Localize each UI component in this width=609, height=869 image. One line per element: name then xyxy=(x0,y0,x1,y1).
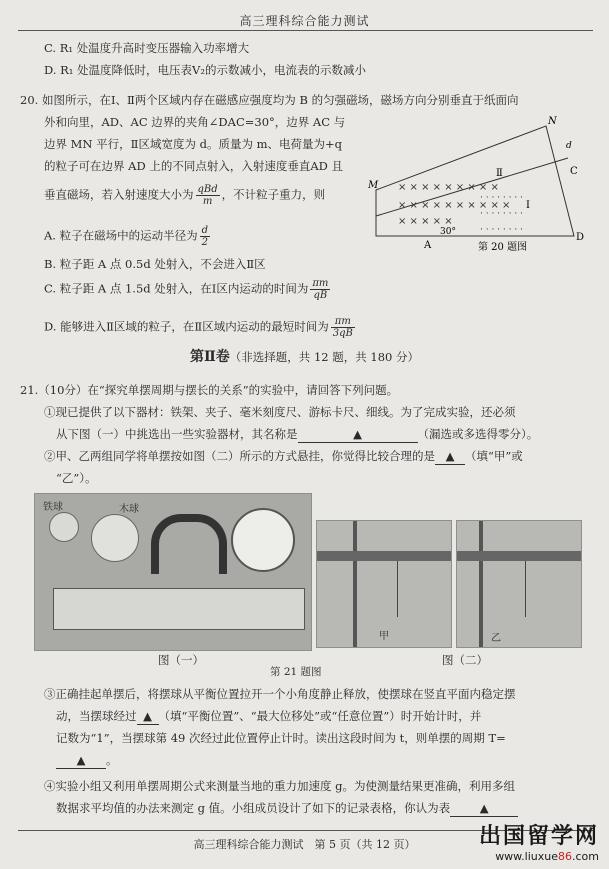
label-n: N xyxy=(548,116,557,127)
label-region-ii: Ⅱ xyxy=(496,168,503,179)
stand-rod xyxy=(479,521,483,647)
answer-blank[interactable]: ▲ xyxy=(298,426,418,443)
q20-stem-line-1: 20. 如图所示，在Ⅰ、Ⅱ两个区域内存在磁感应强度均为 B 的匀强磁场，磁场方向分别垂直于纸面向 xyxy=(20,93,519,107)
clamp-bar xyxy=(317,551,451,561)
q21-part2-line-1 xyxy=(44,448,523,465)
q20-option-c xyxy=(44,278,332,301)
label-a: A xyxy=(424,240,432,251)
fraction-denominator: qB xyxy=(313,290,328,301)
q21-part2-line-2: “乙”）。 xyxy=(56,471,97,485)
fig21-setup-b-photo xyxy=(456,520,582,648)
q20-stem-line-2: 外和向里，AD、AC 边界的夹角∠DAC=30°，边界 AC 与 xyxy=(44,115,346,129)
label-region-i: Ⅰ xyxy=(526,200,530,211)
svg-text:· · · · · · · ·: · · · · · · · · xyxy=(480,193,523,203)
answer-blank[interactable]: ▲ xyxy=(450,800,518,817)
pendulum-string xyxy=(397,561,398,617)
part3-line2-note: （填“平衡位置”、“最大位移处”或“任意位置”）时开始计时，并 xyxy=(158,709,482,723)
clamp-bar xyxy=(457,551,581,561)
watermark-url-post: .com xyxy=(572,850,599,863)
label-d: D xyxy=(576,232,585,243)
q21-part4-line-1: ④实验小组又利用单摆周期公式来测量当地的重力加速度 g。为使测量结果更准确，利用多组 xyxy=(44,779,516,793)
page-footer: 高三理科综合能力测试 第 5 页（共 12 页） xyxy=(193,838,416,851)
page-header: 高三理科综合能力测试 xyxy=(239,14,370,28)
figure-caption: 第 20 题图 xyxy=(478,242,528,252)
part3-line2-text: 动，当摆球经过 xyxy=(56,709,137,723)
q20-stem-line-5 xyxy=(44,184,325,207)
q19-option-c: C. R₁ 处温度升高时变压器输入功率增大 xyxy=(44,41,250,55)
answer-blank[interactable]: ▲ xyxy=(137,708,159,725)
watermark-url-pre: www.liuxue xyxy=(495,850,558,863)
answer-blank[interactable]: ▲ xyxy=(435,448,465,465)
part1-line2-note: （漏选或多选得零分）。 xyxy=(417,427,539,441)
label-angle: 30° xyxy=(440,227,456,237)
fig21-apparatus-photo xyxy=(34,493,312,651)
q20-stem-line-5-post: ，不计粒子重力，则 xyxy=(221,187,326,202)
option-d-text: D. 能够进入Ⅱ区域的粒子，在Ⅱ区域内运动的最短时间为 xyxy=(44,319,329,334)
cross-field-marks xyxy=(398,182,510,227)
q19-option-d: D. R₁ 处温度降低时，电压表V₂的示数减小，电流表的示数减小 xyxy=(44,63,366,77)
answer-blank[interactable]: ▲ xyxy=(56,752,106,769)
micrometer-icon xyxy=(151,514,227,574)
q21-stem: 21.（10分）在“探究单摆周期与摆长的关系”的实验中，请回答下列问题。 xyxy=(20,383,399,397)
fraction-numerator: d xyxy=(201,225,209,236)
q20-stem-line-3: 边界 MN 平行，Ⅱ区域宽度为 d。质量为 m、电荷量为+q xyxy=(44,137,343,151)
svg-text:· · · · · · · ·: · · · · · · · · xyxy=(480,209,523,219)
q21-part3-line-2 xyxy=(56,708,481,725)
q20-option-d xyxy=(44,316,357,339)
part2-line1-text: ②甲、乙两组同学将单摆按如图（二）所示的方式悬挂，你觉得比较合理的是 xyxy=(44,449,435,463)
option-a-text: A. 粒子在磁场中的运动半径为 xyxy=(44,228,198,243)
fig21-setup-a-photo xyxy=(316,520,452,648)
fig21-caption-1: 图（一） xyxy=(158,653,204,667)
fraction-denominator: 3qB xyxy=(332,328,353,339)
svg-text:× × × × × × × × × ×: × × × × × × × × × × xyxy=(398,200,511,211)
q21-part1-line-2 xyxy=(56,426,538,443)
fraction-numerator: πm xyxy=(331,316,355,328)
label-m: M xyxy=(368,180,379,191)
label-yi: 乙 xyxy=(491,633,501,644)
q21-part4-line-2 xyxy=(56,800,518,817)
label-wood-ball: 木球 xyxy=(119,504,139,515)
label-jia: 甲 xyxy=(379,631,389,642)
pendulum-string xyxy=(525,561,526,617)
svg-text:· · · · · · · ·: · · · · · · · · xyxy=(480,225,523,235)
option-c-text: C. 粒子距 A 点 1.5d 处射入，在Ⅰ区内运动的时间为 xyxy=(44,281,309,296)
q21-part3-line-4 xyxy=(56,752,118,769)
watermark-url-mid: 86 xyxy=(558,850,572,863)
site-watermark xyxy=(479,819,599,863)
q20-option-a xyxy=(44,225,212,248)
watermark-title: 出国留学网 xyxy=(478,824,599,849)
fraction-denominator: m xyxy=(202,196,213,207)
fraction-numerator: πm xyxy=(312,278,329,289)
part3-line4-text: 。 xyxy=(106,753,118,767)
q20-option-b: B. 粒子距 A 点 0.5d 处射入，不会进入Ⅱ区 xyxy=(44,257,266,271)
q21-part3-line-1: ③正确挂起单摆后，将摆球从平衡位置拉开一个小角度静止释放，使摆球在竖直平面内稳定摆 xyxy=(44,687,516,701)
stand-rod xyxy=(353,521,357,647)
fig21-caption-2: 图（二） xyxy=(442,653,488,667)
fraction-numerator: qBd xyxy=(197,184,218,195)
q20-stem-line-5-pre: 垂直磁场，若入射速度大小为 xyxy=(44,187,194,202)
svg-text:× × × × ×: × × × × × xyxy=(398,216,453,227)
q21-part3-line-3: 记数为“1”，当摆球第 49 次经过此位置停止计时。读出这段时间为 t，则单摆的周期 T= xyxy=(56,731,506,745)
fraction-denominator: 2 xyxy=(201,237,209,248)
part1-line2-text: 从下图（一）中挑选出一些实验器材，其名称是 xyxy=(56,427,298,441)
stopwatch-icon xyxy=(231,508,295,572)
option-d-fraction xyxy=(331,316,355,339)
q20-speed-fraction xyxy=(196,184,220,207)
part2-line1-note: （填“甲”或 xyxy=(465,449,523,463)
option-a-fraction xyxy=(200,225,210,248)
svg-text:× × × × × × × × ×: × × × × × × × × × xyxy=(398,182,499,193)
q20-figure xyxy=(368,112,594,252)
wood-ball-icon xyxy=(91,514,139,562)
label-c: C xyxy=(570,166,578,177)
header-divider xyxy=(18,30,593,31)
option-c-fraction xyxy=(310,278,330,301)
q20-stem-line-4: 的粒子可在边界 AD 上的不同点射入，入射速度垂直AD 且 xyxy=(44,159,344,173)
vernier-caliper-icon xyxy=(53,588,305,630)
label-iron-ball: 铁球 xyxy=(43,502,63,513)
section-title-main: 第Ⅱ卷 xyxy=(189,349,230,365)
section-title xyxy=(0,346,609,366)
dot-field-marks xyxy=(480,193,523,235)
watermark-url xyxy=(479,850,599,863)
fig21-caption-main: 第 21 题图 xyxy=(270,666,322,678)
iron-ball-icon xyxy=(49,512,79,542)
label-width-d: d xyxy=(566,141,572,151)
part4-line2-text: 数据求平均值的办法来测定 g 值。小组成员设计了如下的记录表格，你认为表 xyxy=(56,801,451,815)
q21-part1-line-1: ①现已提供了以下器材：铁架、夹子、毫米刻度尺、游标卡尺、细线。为了完成实验，还必须 xyxy=(44,405,516,419)
section-title-sub: （非选择题，共 12 题，共 180 分） xyxy=(229,350,420,364)
